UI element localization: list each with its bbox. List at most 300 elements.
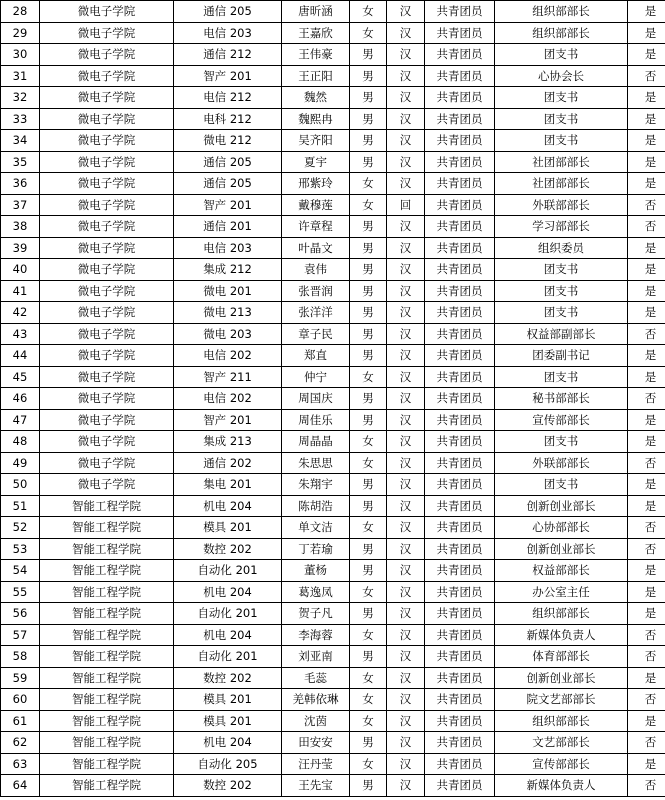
school-cell: 微电子学院 bbox=[40, 280, 174, 302]
class-cell: 电信 202 bbox=[174, 388, 282, 410]
position-cell: 办公室主任 bbox=[495, 581, 628, 603]
position-cell: 新媒体负责人 bbox=[495, 775, 628, 797]
flag-cell: 是 bbox=[628, 173, 665, 195]
school-cell: 智能工程学院 bbox=[40, 581, 174, 603]
school-cell: 微电子学院 bbox=[40, 1, 174, 23]
ethnicity-cell: 汉 bbox=[387, 388, 425, 410]
table-row bbox=[1, 581, 665, 603]
position-cell: 创新创业部长 bbox=[495, 495, 628, 517]
ethnicity-cell: 汉 bbox=[387, 366, 425, 388]
school-cell: 智能工程学院 bbox=[40, 710, 174, 732]
flag-cell: 否 bbox=[628, 624, 665, 646]
political-status-cell: 共青团员 bbox=[425, 517, 495, 539]
flag-cell: 否 bbox=[628, 323, 665, 345]
gender-cell: 女 bbox=[350, 194, 387, 216]
school-cell: 智能工程学院 bbox=[40, 517, 174, 539]
row-number-cell: 48 bbox=[1, 431, 40, 453]
class-cell: 模具 201 bbox=[174, 689, 282, 711]
name-cell: 王伟豪 bbox=[282, 44, 350, 66]
gender-cell: 女 bbox=[350, 431, 387, 453]
position-cell: 团支书 bbox=[495, 259, 628, 281]
name-cell: 郑直 bbox=[282, 345, 350, 367]
flag-cell: 是 bbox=[628, 431, 665, 453]
gender-cell: 女 bbox=[350, 517, 387, 539]
ethnicity-cell: 汉 bbox=[387, 323, 425, 345]
school-cell: 微电子学院 bbox=[40, 474, 174, 496]
position-cell: 团支书 bbox=[495, 44, 628, 66]
ethnicity-cell: 汉 bbox=[387, 517, 425, 539]
position-cell: 团支书 bbox=[495, 87, 628, 109]
school-cell: 微电子学院 bbox=[40, 345, 174, 367]
class-cell: 自动化 201 bbox=[174, 560, 282, 582]
ethnicity-cell: 汉 bbox=[387, 624, 425, 646]
ethnicity-cell: 汉 bbox=[387, 173, 425, 195]
row-number-cell: 41 bbox=[1, 280, 40, 302]
name-cell: 叶晶文 bbox=[282, 237, 350, 259]
row-number-cell: 29 bbox=[1, 22, 40, 44]
gender-cell: 男 bbox=[350, 44, 387, 66]
ethnicity-cell: 汉 bbox=[387, 216, 425, 238]
class-cell: 数控 202 bbox=[174, 667, 282, 689]
gender-cell: 男 bbox=[350, 323, 387, 345]
school-cell: 智能工程学院 bbox=[40, 624, 174, 646]
gender-cell: 女 bbox=[350, 710, 387, 732]
table-row bbox=[1, 538, 665, 560]
name-cell: 陈胡浩 bbox=[282, 495, 350, 517]
political-status-cell: 共青团员 bbox=[425, 624, 495, 646]
school-cell: 微电子学院 bbox=[40, 323, 174, 345]
table-row bbox=[1, 775, 665, 797]
political-status-cell: 共青团员 bbox=[425, 130, 495, 152]
class-cell: 智产 201 bbox=[174, 194, 282, 216]
political-status-cell: 共青团员 bbox=[425, 345, 495, 367]
table-row bbox=[1, 366, 665, 388]
school-cell: 智能工程学院 bbox=[40, 667, 174, 689]
name-cell: 张洋洋 bbox=[282, 302, 350, 324]
school-cell: 微电子学院 bbox=[40, 452, 174, 474]
row-number-cell: 50 bbox=[1, 474, 40, 496]
row-number-cell: 53 bbox=[1, 538, 40, 560]
ethnicity-cell: 汉 bbox=[387, 431, 425, 453]
gender-cell: 男 bbox=[350, 732, 387, 754]
ethnicity-cell: 汉 bbox=[387, 474, 425, 496]
political-status-cell: 共青团员 bbox=[425, 108, 495, 130]
ethnicity-cell: 汉 bbox=[387, 581, 425, 603]
school-cell: 微电子学院 bbox=[40, 194, 174, 216]
class-cell: 智产 211 bbox=[174, 366, 282, 388]
position-cell: 宣传部部长 bbox=[495, 753, 628, 775]
flag-cell: 是 bbox=[628, 753, 665, 775]
gender-cell: 男 bbox=[350, 65, 387, 87]
table-row bbox=[1, 216, 665, 238]
table-row bbox=[1, 22, 665, 44]
position-cell: 团委副书记 bbox=[495, 345, 628, 367]
name-cell: 张晋润 bbox=[282, 280, 350, 302]
political-status-cell: 共青团员 bbox=[425, 366, 495, 388]
gender-cell: 女 bbox=[350, 753, 387, 775]
flag-cell: 否 bbox=[628, 194, 665, 216]
table-row bbox=[1, 753, 665, 775]
class-cell: 微电 212 bbox=[174, 130, 282, 152]
table-row bbox=[1, 87, 665, 109]
ethnicity-cell: 汉 bbox=[387, 495, 425, 517]
row-number-cell: 60 bbox=[1, 689, 40, 711]
table-row bbox=[1, 474, 665, 496]
position-cell: 团支书 bbox=[495, 280, 628, 302]
table-row bbox=[1, 667, 665, 689]
political-status-cell: 共青团员 bbox=[425, 194, 495, 216]
flag-cell: 是 bbox=[628, 280, 665, 302]
name-cell: 周佳乐 bbox=[282, 409, 350, 431]
row-number-cell: 55 bbox=[1, 581, 40, 603]
flag-cell: 是 bbox=[628, 259, 665, 281]
table-row bbox=[1, 302, 665, 324]
political-status-cell: 共青团员 bbox=[425, 732, 495, 754]
school-cell: 微电子学院 bbox=[40, 237, 174, 259]
position-cell: 体育部部长 bbox=[495, 646, 628, 668]
political-status-cell: 共青团员 bbox=[425, 452, 495, 474]
table-row bbox=[1, 151, 665, 173]
gender-cell: 男 bbox=[350, 108, 387, 130]
political-status-cell: 共青团员 bbox=[425, 667, 495, 689]
gender-cell: 男 bbox=[350, 775, 387, 797]
political-status-cell: 共青团员 bbox=[425, 173, 495, 195]
flag-cell: 否 bbox=[628, 775, 665, 797]
table-row bbox=[1, 194, 665, 216]
position-cell: 组织部部长 bbox=[495, 710, 628, 732]
name-cell: 章子民 bbox=[282, 323, 350, 345]
name-cell: 董杨 bbox=[282, 560, 350, 582]
ethnicity-cell: 汉 bbox=[387, 237, 425, 259]
name-cell: 李海蓉 bbox=[282, 624, 350, 646]
school-cell: 智能工程学院 bbox=[40, 495, 174, 517]
political-status-cell: 共青团员 bbox=[425, 44, 495, 66]
table-row bbox=[1, 517, 665, 539]
gender-cell: 男 bbox=[350, 538, 387, 560]
school-cell: 微电子学院 bbox=[40, 151, 174, 173]
table-row bbox=[1, 237, 665, 259]
gender-cell: 女 bbox=[350, 689, 387, 711]
political-status-cell: 共青团员 bbox=[425, 65, 495, 87]
class-cell: 通信 201 bbox=[174, 216, 282, 238]
school-cell: 微电子学院 bbox=[40, 302, 174, 324]
table-row bbox=[1, 280, 665, 302]
ethnicity-cell: 汉 bbox=[387, 259, 425, 281]
position-cell: 文艺部部长 bbox=[495, 732, 628, 754]
flag-cell: 是 bbox=[628, 581, 665, 603]
row-number-cell: 34 bbox=[1, 130, 40, 152]
flag-cell: 否 bbox=[628, 388, 665, 410]
table-row bbox=[1, 173, 665, 195]
table-row bbox=[1, 388, 665, 410]
class-cell: 自动化 201 bbox=[174, 646, 282, 668]
flag-cell: 否 bbox=[628, 517, 665, 539]
flag-cell: 是 bbox=[628, 366, 665, 388]
ethnicity-cell: 汉 bbox=[387, 1, 425, 23]
class-cell: 通信 205 bbox=[174, 1, 282, 23]
political-status-cell: 共青团员 bbox=[425, 22, 495, 44]
row-number-cell: 38 bbox=[1, 216, 40, 238]
flag-cell: 是 bbox=[628, 495, 665, 517]
ethnicity-cell: 汉 bbox=[387, 302, 425, 324]
flag-cell: 否 bbox=[628, 689, 665, 711]
row-number-cell: 44 bbox=[1, 345, 40, 367]
political-status-cell: 共青团员 bbox=[425, 388, 495, 410]
gender-cell: 女 bbox=[350, 452, 387, 474]
political-status-cell: 共青团员 bbox=[425, 689, 495, 711]
name-cell: 葛逸凤 bbox=[282, 581, 350, 603]
school-cell: 微电子学院 bbox=[40, 44, 174, 66]
class-cell: 电信 203 bbox=[174, 22, 282, 44]
row-number-cell: 31 bbox=[1, 65, 40, 87]
position-cell: 心协部部长 bbox=[495, 517, 628, 539]
position-cell: 院文艺部部长 bbox=[495, 689, 628, 711]
table-row bbox=[1, 431, 665, 453]
flag-cell: 是 bbox=[628, 108, 665, 130]
school-cell: 智能工程学院 bbox=[40, 753, 174, 775]
flag-cell: 否 bbox=[628, 65, 665, 87]
flag-cell: 否 bbox=[628, 538, 665, 560]
school-cell: 微电子学院 bbox=[40, 65, 174, 87]
name-cell: 夏宇 bbox=[282, 151, 350, 173]
position-cell: 组织部部长 bbox=[495, 1, 628, 23]
school-cell: 智能工程学院 bbox=[40, 775, 174, 797]
gender-cell: 男 bbox=[350, 237, 387, 259]
row-number-cell: 62 bbox=[1, 732, 40, 754]
political-status-cell: 共青团员 bbox=[425, 323, 495, 345]
ethnicity-cell: 汉 bbox=[387, 22, 425, 44]
school-cell: 智能工程学院 bbox=[40, 560, 174, 582]
ethnicity-cell: 汉 bbox=[387, 130, 425, 152]
ethnicity-cell: 汉 bbox=[387, 646, 425, 668]
gender-cell: 女 bbox=[350, 173, 387, 195]
school-cell: 智能工程学院 bbox=[40, 603, 174, 625]
name-cell: 沈茵 bbox=[282, 710, 350, 732]
political-status-cell: 共青团员 bbox=[425, 302, 495, 324]
row-number-cell: 46 bbox=[1, 388, 40, 410]
political-status-cell: 共青团员 bbox=[425, 280, 495, 302]
class-cell: 模具 201 bbox=[174, 517, 282, 539]
class-cell: 通信 202 bbox=[174, 452, 282, 474]
political-status-cell: 共青团员 bbox=[425, 474, 495, 496]
ethnicity-cell: 汉 bbox=[387, 667, 425, 689]
gender-cell: 女 bbox=[350, 624, 387, 646]
ethnicity-cell: 汉 bbox=[387, 44, 425, 66]
class-cell: 自动化 201 bbox=[174, 603, 282, 625]
ethnicity-cell: 汉 bbox=[387, 753, 425, 775]
row-number-cell: 43 bbox=[1, 323, 40, 345]
name-cell: 朱思思 bbox=[282, 452, 350, 474]
table-row bbox=[1, 345, 665, 367]
class-cell: 数控 202 bbox=[174, 538, 282, 560]
political-status-cell: 共青团员 bbox=[425, 431, 495, 453]
table-row bbox=[1, 495, 665, 517]
row-number-cell: 59 bbox=[1, 667, 40, 689]
class-cell: 集成 213 bbox=[174, 431, 282, 453]
gender-cell: 男 bbox=[350, 259, 387, 281]
position-cell: 秘书部部长 bbox=[495, 388, 628, 410]
position-cell: 组织委员 bbox=[495, 237, 628, 259]
gender-cell: 女 bbox=[350, 366, 387, 388]
gender-cell: 男 bbox=[350, 216, 387, 238]
position-cell: 创新创业部长 bbox=[495, 667, 628, 689]
ethnicity-cell: 汉 bbox=[387, 409, 425, 431]
position-cell: 社团部部长 bbox=[495, 151, 628, 173]
name-cell: 周国庆 bbox=[282, 388, 350, 410]
position-cell: 组织部部长 bbox=[495, 22, 628, 44]
political-status-cell: 共青团员 bbox=[425, 495, 495, 517]
flag-cell: 是 bbox=[628, 302, 665, 324]
gender-cell: 女 bbox=[350, 581, 387, 603]
political-status-cell: 共青团员 bbox=[425, 151, 495, 173]
political-status-cell: 共青团员 bbox=[425, 216, 495, 238]
class-cell: 数控 202 bbox=[174, 775, 282, 797]
class-cell: 机电 204 bbox=[174, 495, 282, 517]
name-cell: 丁若瑜 bbox=[282, 538, 350, 560]
class-cell: 智产 201 bbox=[174, 65, 282, 87]
position-cell: 宣传部部长 bbox=[495, 409, 628, 431]
ethnicity-cell: 汉 bbox=[387, 775, 425, 797]
name-cell: 王正阳 bbox=[282, 65, 350, 87]
table-row bbox=[1, 710, 665, 732]
class-cell: 电信 202 bbox=[174, 345, 282, 367]
school-cell: 智能工程学院 bbox=[40, 646, 174, 668]
gender-cell: 男 bbox=[350, 560, 387, 582]
gender-cell: 男 bbox=[350, 474, 387, 496]
school-cell: 微电子学院 bbox=[40, 216, 174, 238]
school-cell: 微电子学院 bbox=[40, 22, 174, 44]
row-number-cell: 40 bbox=[1, 259, 40, 281]
school-cell: 微电子学院 bbox=[40, 431, 174, 453]
ethnicity-cell: 汉 bbox=[387, 280, 425, 302]
class-cell: 机电 204 bbox=[174, 581, 282, 603]
school-cell: 微电子学院 bbox=[40, 87, 174, 109]
name-cell: 单文洁 bbox=[282, 517, 350, 539]
class-cell: 机电 204 bbox=[174, 732, 282, 754]
ethnicity-cell: 汉 bbox=[387, 151, 425, 173]
table-row bbox=[1, 1, 665, 23]
position-cell: 权益部部长 bbox=[495, 560, 628, 582]
class-cell: 电科 212 bbox=[174, 108, 282, 130]
political-status-cell: 共青团员 bbox=[425, 409, 495, 431]
name-cell: 汪丹莹 bbox=[282, 753, 350, 775]
row-number-cell: 35 bbox=[1, 151, 40, 173]
ethnicity-cell: 回 bbox=[387, 194, 425, 216]
ethnicity-cell: 汉 bbox=[387, 108, 425, 130]
school-cell: 微电子学院 bbox=[40, 409, 174, 431]
political-status-cell: 共青团员 bbox=[425, 237, 495, 259]
political-status-cell: 共青团员 bbox=[425, 1, 495, 23]
position-cell: 团支书 bbox=[495, 302, 628, 324]
position-cell: 权益部副部长 bbox=[495, 323, 628, 345]
political-status-cell: 共青团员 bbox=[425, 646, 495, 668]
position-cell: 团支书 bbox=[495, 431, 628, 453]
political-status-cell: 共青团员 bbox=[425, 603, 495, 625]
table-row bbox=[1, 65, 665, 87]
row-number-cell: 28 bbox=[1, 1, 40, 23]
political-status-cell: 共青团员 bbox=[425, 259, 495, 281]
row-number-cell: 42 bbox=[1, 302, 40, 324]
class-cell: 模具 201 bbox=[174, 710, 282, 732]
position-cell: 新媒体负责人 bbox=[495, 624, 628, 646]
gender-cell: 女 bbox=[350, 667, 387, 689]
flag-cell: 否 bbox=[628, 452, 665, 474]
ethnicity-cell: 汉 bbox=[387, 560, 425, 582]
gender-cell: 男 bbox=[350, 409, 387, 431]
name-cell: 唐昕涵 bbox=[282, 1, 350, 23]
row-number-cell: 45 bbox=[1, 366, 40, 388]
ethnicity-cell: 汉 bbox=[387, 452, 425, 474]
position-cell: 学习部部长 bbox=[495, 216, 628, 238]
row-number-cell: 33 bbox=[1, 108, 40, 130]
flag-cell: 是 bbox=[628, 345, 665, 367]
row-number-cell: 57 bbox=[1, 624, 40, 646]
political-status-cell: 共青团员 bbox=[425, 710, 495, 732]
position-cell: 社团部部长 bbox=[495, 173, 628, 195]
class-cell: 机电 204 bbox=[174, 624, 282, 646]
political-status-cell: 共青团员 bbox=[425, 581, 495, 603]
gender-cell: 男 bbox=[350, 130, 387, 152]
political-status-cell: 共青团员 bbox=[425, 775, 495, 797]
school-cell: 微电子学院 bbox=[40, 388, 174, 410]
gender-cell: 女 bbox=[350, 22, 387, 44]
position-cell: 团支书 bbox=[495, 366, 628, 388]
table-row bbox=[1, 689, 665, 711]
class-cell: 自动化 205 bbox=[174, 753, 282, 775]
ethnicity-cell: 汉 bbox=[387, 689, 425, 711]
school-cell: 微电子学院 bbox=[40, 108, 174, 130]
flag-cell: 是 bbox=[628, 1, 665, 23]
table-row bbox=[1, 44, 665, 66]
flag-cell: 是 bbox=[628, 603, 665, 625]
row-number-cell: 56 bbox=[1, 603, 40, 625]
position-cell: 团支书 bbox=[495, 108, 628, 130]
position-cell: 心协会长 bbox=[495, 65, 628, 87]
table-row bbox=[1, 603, 665, 625]
flag-cell: 是 bbox=[628, 87, 665, 109]
ethnicity-cell: 汉 bbox=[387, 65, 425, 87]
class-cell: 通信 205 bbox=[174, 151, 282, 173]
name-cell: 邢紫玲 bbox=[282, 173, 350, 195]
class-cell: 电信 203 bbox=[174, 237, 282, 259]
gender-cell: 男 bbox=[350, 280, 387, 302]
table-row bbox=[1, 108, 665, 130]
position-cell: 外联部部长 bbox=[495, 194, 628, 216]
school-cell: 微电子学院 bbox=[40, 366, 174, 388]
name-cell: 魏熙冉 bbox=[282, 108, 350, 130]
row-number-cell: 52 bbox=[1, 517, 40, 539]
table-row bbox=[1, 409, 665, 431]
row-number-cell: 49 bbox=[1, 452, 40, 474]
name-cell: 刘亚南 bbox=[282, 646, 350, 668]
name-cell: 王先宝 bbox=[282, 775, 350, 797]
school-cell: 智能工程学院 bbox=[40, 538, 174, 560]
name-cell: 朱翔宇 bbox=[282, 474, 350, 496]
political-status-cell: 共青团员 bbox=[425, 753, 495, 775]
name-cell: 贺子凡 bbox=[282, 603, 350, 625]
gender-cell: 男 bbox=[350, 345, 387, 367]
flag-cell: 是 bbox=[628, 237, 665, 259]
position-cell: 外联部部长 bbox=[495, 452, 628, 474]
flag-cell: 是 bbox=[628, 151, 665, 173]
position-cell: 创新创业部长 bbox=[495, 538, 628, 560]
row-number-cell: 47 bbox=[1, 409, 40, 431]
name-cell: 袁伟 bbox=[282, 259, 350, 281]
flag-cell: 是 bbox=[628, 130, 665, 152]
name-cell: 仲宁 bbox=[282, 366, 350, 388]
class-cell: 微电 201 bbox=[174, 280, 282, 302]
table-row bbox=[1, 624, 665, 646]
